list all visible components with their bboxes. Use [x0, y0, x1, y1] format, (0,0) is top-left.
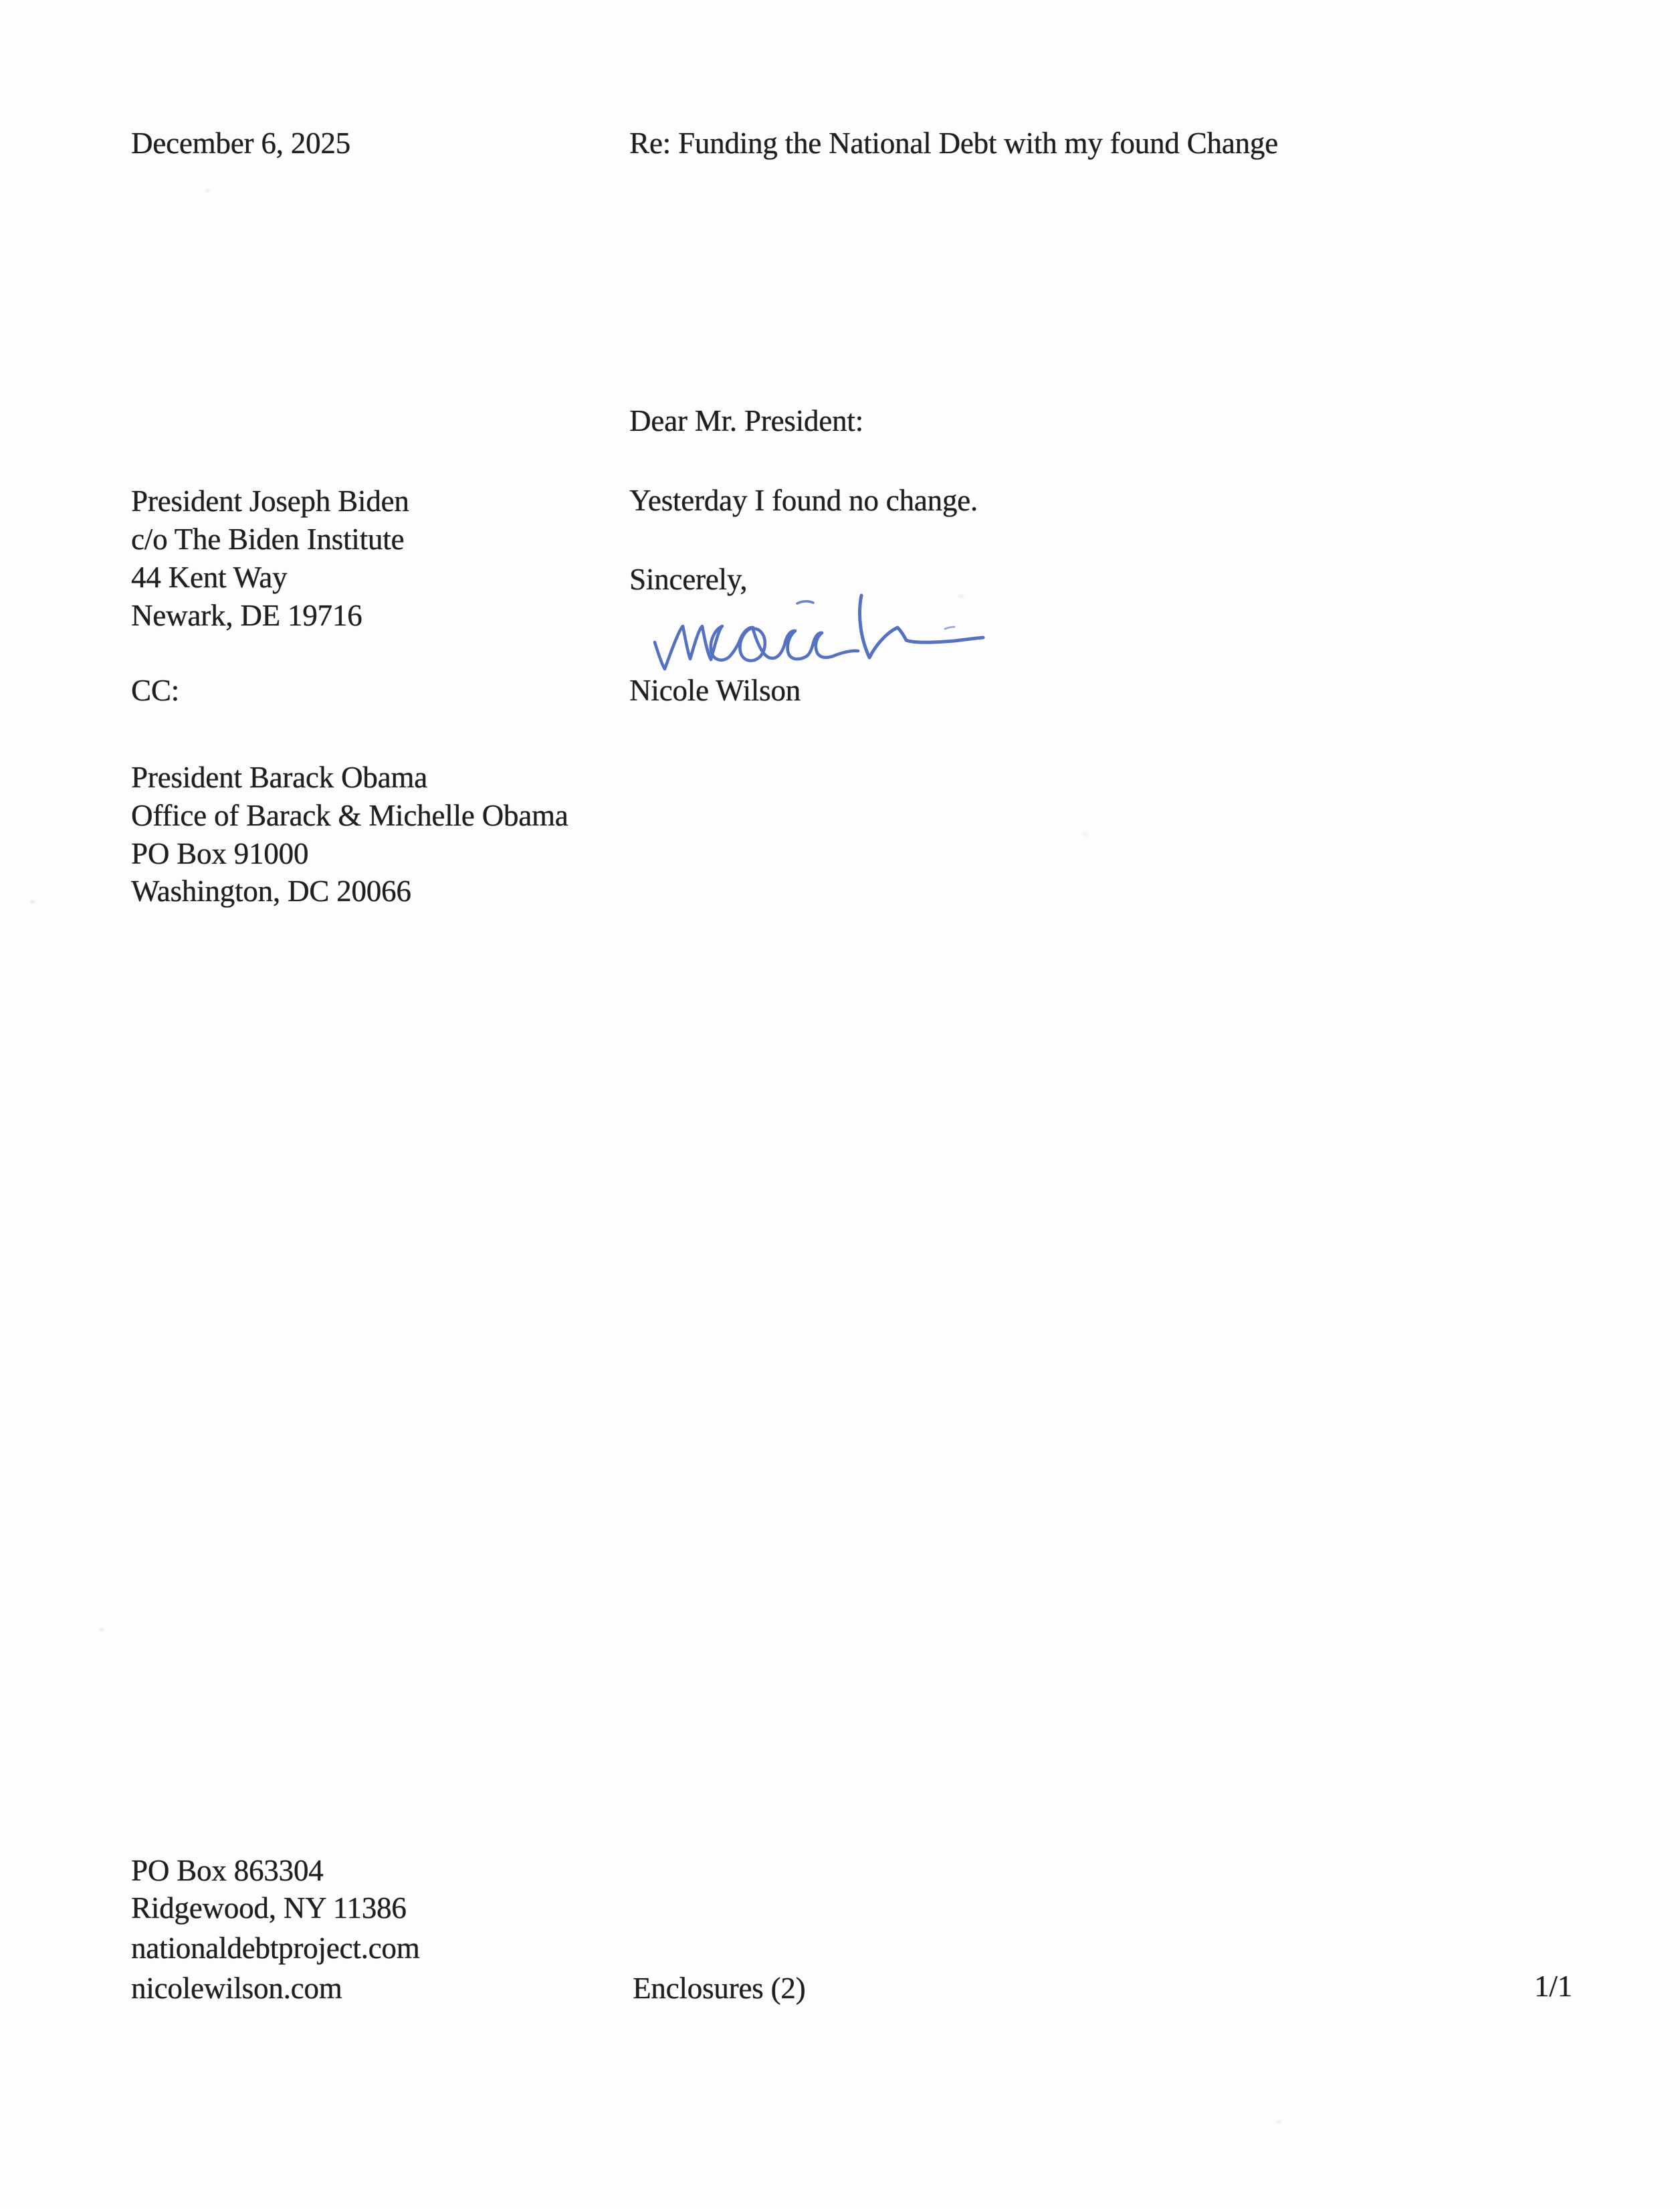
sender-footer-line: PO Box 863304: [131, 1854, 324, 1887]
recipient-address-line: Newark, DE 19716: [131, 599, 362, 632]
recipient-address-line: 44 Kent Way: [131, 561, 288, 594]
cc-address-line: President Barack Obama: [131, 761, 427, 794]
sender-footer-line: nationaldebtproject.com: [131, 1931, 420, 1965]
body-text: Yesterday I found no change.: [629, 484, 978, 517]
signature-i-dash: [797, 601, 813, 603]
cc-label: CC:: [131, 674, 179, 707]
sender-footer-line: nicolewilson.com: [131, 1972, 342, 2005]
sender-footer-line: Ridgewood, NY 11386: [131, 1891, 407, 1925]
recipient-address-line: President Joseph Biden: [131, 484, 409, 518]
scan-speck: [958, 594, 964, 598]
cc-address-line: PO Box 91000: [131, 837, 309, 870]
cc-address-line: Washington, DC 20066: [131, 874, 411, 908]
scan-speck: [99, 1627, 104, 1632]
signer-name: Nicole Wilson: [629, 674, 801, 707]
page-number: 1/1: [1534, 1970, 1572, 2003]
enclosures-note: Enclosures (2): [633, 1972, 806, 2005]
signature-flourish-stroke: [859, 595, 983, 658]
scan-speck: [1082, 832, 1089, 836]
signature: [644, 589, 992, 679]
cc-address-line: Office of Barack & Michelle Obama: [131, 799, 568, 832]
salutation: Dear Mr. President:: [629, 404, 863, 438]
letter-date: December 6, 2025: [131, 126, 350, 160]
closing: Sincerely,: [629, 563, 748, 596]
subject-line: Re: Funding the National Debt with my found Change: [629, 126, 1278, 160]
signature-svg: [644, 589, 992, 679]
recipient-address-line: c/o The Biden Institute: [131, 522, 405, 556]
scan-speck: [205, 189, 210, 193]
scan-speck: [1276, 2119, 1282, 2124]
scan-speck: [30, 900, 35, 904]
signature-end-dash: [945, 627, 954, 629]
signature-main-stroke: [655, 626, 858, 669]
